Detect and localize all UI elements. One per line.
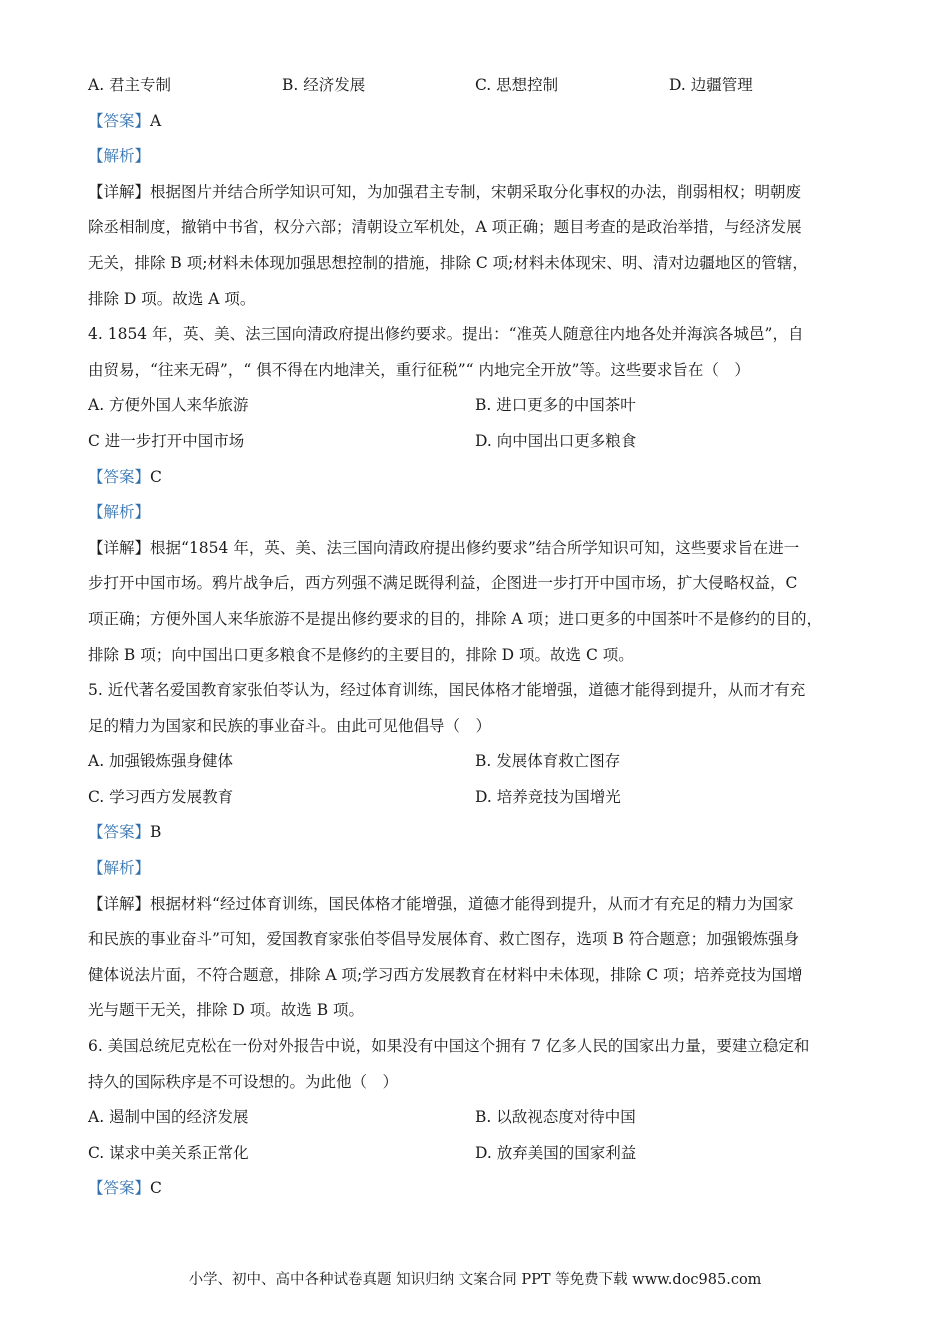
answer-value: A (150, 111, 162, 130)
q5-stem-line: 足的精力为国家和民族的事业奋斗。由此可见他倡导（ ） (88, 716, 492, 735)
q5-stem-line: 5. 近代著名爱国教育家张伯苓认为，经过体育训练，国民体格才能增强，道德才能得到提升，从而才有充 (88, 681, 806, 700)
document-page (88, 68, 868, 1207)
answer-value: C (150, 1179, 162, 1198)
q5-options-row (88, 780, 868, 816)
answer-tag: 【答案】 (88, 467, 151, 486)
detail-text: 根据“1854 年，英、美、法三国向清政府提出修约要求”结合所学知识可知，这些要求旨在进一 (150, 538, 800, 557)
detail-tag: 【详解】 (88, 894, 151, 913)
q4-analysis (88, 495, 868, 531)
q5-detail-line: 健体说法片面，不符合题意，排除 A 项;学习西方发展教育在材料中未体现，排除 C 项；培养竞技为国增 (88, 965, 803, 984)
q5-options-row (88, 744, 868, 780)
q6-answer (88, 1171, 868, 1207)
analysis-tag: 【解析】 (88, 503, 151, 522)
answer-value: C (150, 467, 162, 486)
q6-options-row (88, 1136, 868, 1172)
q3-detail-line: 除丞相制度，撤销中书省，权分六部；清朝设立军机处，A 项正确；题目考查的是政治举措，与经济发展 (88, 218, 802, 237)
q4-detail-line (88, 531, 868, 567)
q4-answer (88, 460, 868, 496)
q6-stem-line: 6. 美国总统尼克松在一份对外报告中说，如果没有中国这个拥有 7 亿多人民的国家出力量，要建立稳定和 (88, 1037, 810, 1056)
page-footer: 小学、初中、高中各种试卷真题 知识归纳 文案合同 PPT 等免费下载 www.doc985.com (188, 1272, 762, 1288)
q4-stem-line: 由贸易，“往来无碍”，“ 俱不得在内地津关，重行征税”“ 内地完全开放”等。这些要求旨在（ ） (88, 360, 750, 379)
q5-detail-line: 光与题干无关，排除 D 项。故选 B 项。 (88, 1001, 365, 1020)
q5-detail-line: 和民族的事业奋斗”可知，爱国教育家张伯苓倡导发展体育、救亡图存，选项 B 符合题意；加强锻炼强身 (88, 930, 800, 949)
detail-tag: 【详解】 (88, 538, 151, 557)
answer-tag: 【答案】 (88, 111, 151, 130)
q4-detail-line: 项正确；方便外国人来华旅游不是提出修约要求的目的，排除 A 项；进口更多的中国茶叶不是修约的目的， (88, 609, 823, 628)
q3-option-d: D. 边疆管理 (669, 76, 753, 94)
q3-option-c: C. 思想控制 (475, 76, 559, 94)
q6-option-c: C. 谋求中美关系正常化 (88, 1143, 249, 1162)
q3-analysis (88, 139, 868, 175)
answer-tag: 【答案】 (88, 1179, 151, 1198)
detail-text: 根据图片并结合所学知识可知，为加强君主专制，宋朝采取分化事权的办法，削弱相权；明朝废 (150, 182, 802, 201)
q4-options-row (88, 424, 868, 460)
q3-options (88, 68, 868, 104)
q4-option-c: C 进一步打开中国市场 (88, 431, 245, 450)
answer-value: B (150, 823, 162, 842)
q3-answer (88, 104, 868, 140)
q4-options-row (88, 388, 868, 424)
q5-option-b: B. 发展体育救亡图存 (475, 752, 621, 771)
q4-stem-line: 4. 1854 年，英、美、法三国向清政府提出修约要求。提出：“准英人随意往内地各处并海滨各城邑”，自 (88, 325, 804, 344)
q5-option-d: D. 培养竞技为国增光 (475, 787, 621, 806)
analysis-tag: 【解析】 (88, 147, 151, 166)
q5-option-c: C. 学习西方发展教育 (88, 787, 234, 806)
q6-option-d: D. 放弃美国的国家利益 (475, 1143, 637, 1162)
q3-detail-line: 无关，排除 B 项;材料未体现加强思想控制的措施，排除 C 项;材料未体现宋、明、清对边疆地区的管辖， (88, 253, 808, 272)
detail-tag: 【详解】 (88, 182, 151, 201)
q5-analysis (88, 851, 868, 887)
q3-option-b: B. 经济发展 (282, 76, 366, 94)
q4-option-a: A. 方便外国人来华旅游 (88, 396, 249, 415)
q3-detail-line: 排除 D 项。故选 A 项。 (88, 289, 256, 308)
q6-options-row (88, 1100, 868, 1136)
q4-detail-line: 排除 B 项；向中国出口更多粮食不是修约的主要目的，排除 D 项。故选 C 项。 (88, 645, 634, 664)
q5-option-a: A. 加强锻炼强身健体 (88, 752, 234, 771)
q4-detail-line: 步打开中国市场。鸦片战争后，西方列强不满足既得利益，企图进一步打开中国市场，扩大侵略权益，C (88, 574, 798, 593)
q4-option-d: D. 向中国出口更多粮食 (475, 431, 637, 450)
q5-detail-line (88, 887, 868, 923)
analysis-tag: 【解析】 (88, 859, 151, 878)
q6-stem-line: 持久的国际秩序是不可设想的。为此他（ ） (88, 1072, 399, 1091)
q3-detail-line (88, 175, 868, 211)
q5-answer (88, 815, 868, 851)
detail-text: 根据材料“经过体育训练，国民体格才能增强，道德才能得到提升，从而才有充足的精力为国家 (150, 894, 794, 913)
q6-option-a: A. 遏制中国的经济发展 (88, 1108, 249, 1127)
answer-tag: 【答案】 (88, 823, 151, 842)
q4-option-b: B. 进口更多的中国茶叶 (475, 396, 636, 415)
q6-option-b: B. 以敌视态度对待中国 (475, 1108, 636, 1127)
q3-option-a: A. 君主专制 (88, 76, 172, 94)
